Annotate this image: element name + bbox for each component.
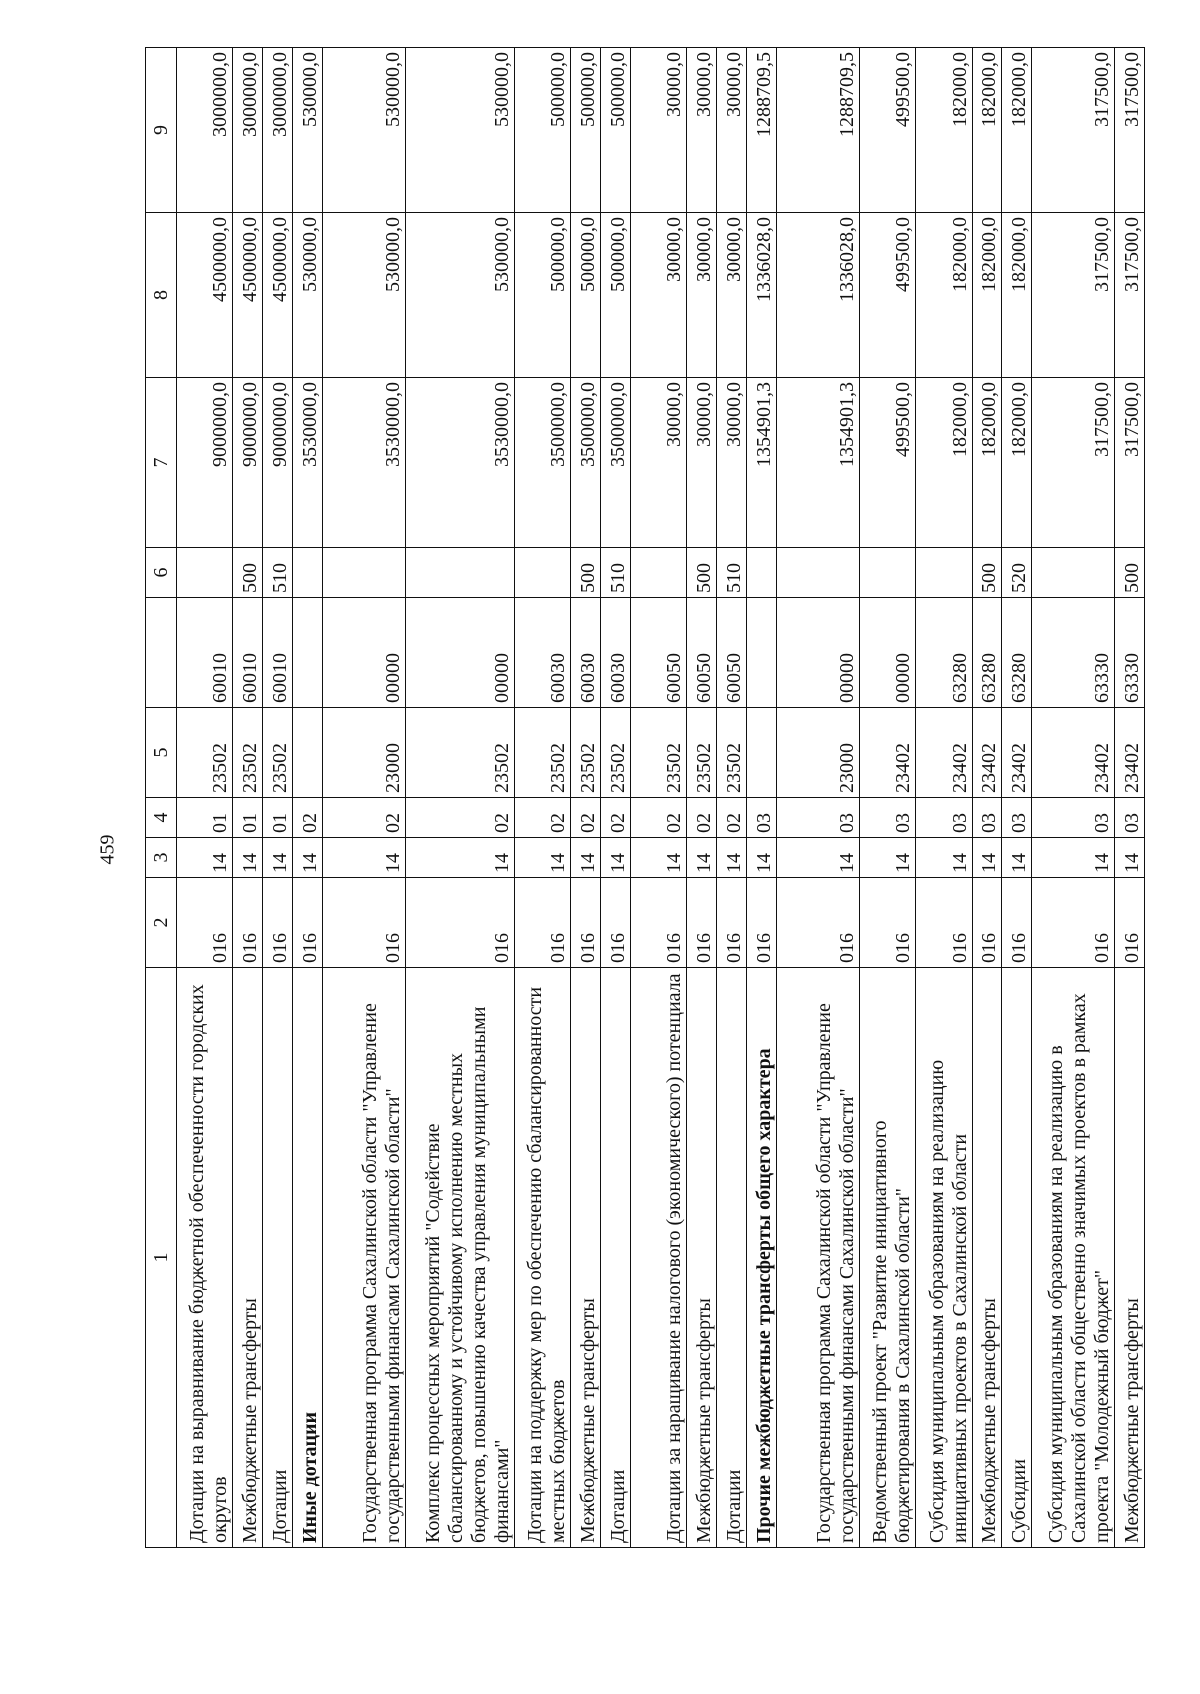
table-cell: 02 [687, 798, 717, 838]
row-label: Субсидии [1002, 968, 1032, 1548]
table-cell: 23000 [777, 708, 860, 798]
table-cell: 499500,0 [859, 213, 915, 378]
table-cell: 23502 [687, 708, 717, 798]
table-cell [293, 708, 323, 798]
table-cell: 30000,0 [717, 213, 747, 378]
table-cell: 016 [263, 878, 293, 968]
table-cell: 14 [514, 838, 570, 878]
table-cell: 182000,0 [1002, 213, 1032, 378]
column-header: 9 [146, 48, 177, 213]
table-cell: 14 [405, 838, 514, 878]
row-label: Межбюджетные трансферты [972, 968, 1002, 1548]
table-cell: 14 [631, 838, 687, 878]
table-cell: 03 [1032, 798, 1115, 838]
table-cell: 23502 [717, 708, 747, 798]
table-cell: 03 [859, 798, 915, 838]
table-cell: 182000,0 [972, 378, 1002, 548]
table-cell: 9000000,0 [177, 378, 233, 548]
column-header: 2 [146, 878, 177, 968]
table-cell: 530000,0 [405, 48, 514, 213]
table-cell: 510 [263, 548, 293, 598]
row-label: Государственная программа Сахалинской области "Управление государственными финансами Сахалинской области" [323, 968, 406, 1548]
table-cell: 23502 [514, 708, 570, 798]
table-cell: 1336028,0 [777, 213, 860, 378]
table-cell: 3530000,0 [323, 378, 406, 548]
table-cell: 016 [405, 878, 514, 968]
table-cell: 60010 [263, 598, 293, 708]
table-cell: 317500,0 [1115, 213, 1145, 378]
table-cell: 60010 [177, 598, 233, 708]
table-cell: 3000000,0 [233, 48, 263, 213]
table-cell: 317500,0 [1032, 48, 1115, 213]
table-cell: 00000 [777, 598, 860, 708]
table-row [1002, 48, 1032, 1548]
table-cell: 03 [747, 798, 777, 838]
table-cell: 016 [687, 878, 717, 968]
table-cell: 9000000,0 [263, 378, 293, 548]
table-cell: 530000,0 [293, 48, 323, 213]
table-cell: 317500,0 [1115, 378, 1145, 548]
table-cell: 14 [323, 838, 406, 878]
table-cell: 016 [571, 878, 601, 968]
table-cell: 499500,0 [859, 378, 915, 548]
table-cell: 02 [323, 798, 406, 838]
table-cell: 60030 [514, 598, 570, 708]
table-cell: 500 [972, 548, 1002, 598]
table-cell: 14 [972, 838, 1002, 878]
row-label: Иные дотации [293, 968, 323, 1548]
table-cell: 60030 [571, 598, 601, 708]
row-label: Дотации [601, 968, 631, 1548]
table-cell: 4500000,0 [177, 213, 233, 378]
table-cell: 3530000,0 [405, 378, 514, 548]
table-cell: 23502 [233, 708, 263, 798]
table-cell: 23502 [601, 708, 631, 798]
table-cell: 1336028,0 [747, 213, 777, 378]
row-label: Комплекс процессных мероприятий "Содействие сбалансированному и устойчивому исполнению местных бюджетов, повышению качества управления муниципальными финансами" [405, 968, 514, 1548]
table-cell: 3500000,0 [514, 378, 570, 548]
header-row [146, 48, 177, 1548]
column-header: 7 [146, 378, 177, 548]
table-cell: 500000,0 [514, 213, 570, 378]
table-cell: 3000000,0 [263, 48, 293, 213]
table-cell: 23502 [177, 708, 233, 798]
table-cell: 03 [916, 798, 972, 838]
table-cell: 23502 [263, 708, 293, 798]
table-cell: 14 [571, 838, 601, 878]
table-cell: 500000,0 [571, 213, 601, 378]
table-cell: 016 [323, 878, 406, 968]
table-cell: 23000 [323, 708, 406, 798]
row-label: Государственная программа Сахалинской области "Управление государственными финансами Сахалинской области" [777, 968, 860, 1548]
table-cell: 60010 [233, 598, 263, 708]
table-cell: 30000,0 [631, 213, 687, 378]
table-cell: 182000,0 [972, 213, 1002, 378]
table-cell: 00000 [859, 598, 915, 708]
table-cell: 14 [263, 838, 293, 878]
table-cell: 182000,0 [1002, 48, 1032, 213]
table-cell: 30000,0 [717, 48, 747, 213]
table-cell: 016 [177, 878, 233, 968]
table-cell: 30000,0 [687, 378, 717, 548]
table-cell: 02 [514, 798, 570, 838]
table-cell: 182000,0 [972, 48, 1002, 213]
column-header: 3 [146, 838, 177, 878]
table-cell: 500 [571, 548, 601, 598]
table-cell: 317500,0 [1032, 378, 1115, 548]
table-cell: 3500000,0 [571, 378, 601, 548]
column-header [146, 598, 177, 708]
table-row [1032, 48, 1115, 1548]
table-row [571, 48, 601, 1548]
table-cell: 02 [571, 798, 601, 838]
table-cell: 14 [687, 838, 717, 878]
table-cell [514, 548, 570, 598]
table-cell: 02 [631, 798, 687, 838]
table-cell: 182000,0 [916, 213, 972, 378]
table-cell: 14 [859, 838, 915, 878]
table-cell: 530000,0 [323, 48, 406, 213]
table-row [687, 48, 717, 1548]
table-cell: 016 [717, 878, 747, 968]
table-cell: 60050 [717, 598, 747, 708]
table-cell: 23502 [631, 708, 687, 798]
table-row [747, 48, 777, 1548]
table-cell: 016 [1115, 878, 1145, 968]
table-cell: 510 [601, 548, 631, 598]
table-cell: 500000,0 [571, 48, 601, 213]
table-cell: 016 [1002, 878, 1032, 968]
table-cell: 00000 [323, 598, 406, 708]
table-cell: 01 [233, 798, 263, 838]
table-cell: 499500,0 [859, 48, 915, 213]
table-cell: 30000,0 [631, 48, 687, 213]
row-label: Дотации [263, 968, 293, 1548]
table-row [631, 48, 687, 1548]
row-label: Дотации за наращивание налогового (экономического) потенциала [631, 968, 687, 1548]
table-cell [177, 548, 233, 598]
table-cell: 03 [777, 798, 860, 838]
table-cell: 500 [233, 548, 263, 598]
table-cell: 23402 [859, 708, 915, 798]
budget-table [145, 47, 1145, 1548]
table-cell: 23402 [1032, 708, 1115, 798]
table-row [514, 48, 570, 1548]
table-cell: 03 [1002, 798, 1032, 838]
table-cell: 1288709,5 [747, 48, 777, 213]
table-cell: 530000,0 [293, 213, 323, 378]
table-row [263, 48, 293, 1548]
table-cell: 510 [717, 548, 747, 598]
table-cell [631, 548, 687, 598]
column-header: 4 [146, 798, 177, 838]
table-cell: 03 [972, 798, 1002, 838]
table-cell [405, 548, 514, 598]
table-cell: 02 [405, 798, 514, 838]
table-cell [1032, 548, 1115, 598]
column-header: 8 [146, 213, 177, 378]
table-cell: 01 [263, 798, 293, 838]
table-cell: 3000000,0 [177, 48, 233, 213]
table-cell: 500 [1115, 548, 1145, 598]
table-cell: 500000,0 [514, 48, 570, 213]
table-cell: 60050 [631, 598, 687, 708]
row-label: Межбюджетные трансферты [687, 968, 717, 1548]
table-cell: 1354901,3 [777, 378, 860, 548]
table-cell: 016 [293, 878, 323, 968]
table-cell: 14 [747, 838, 777, 878]
table-cell: 23402 [916, 708, 972, 798]
table-cell: 016 [916, 878, 972, 968]
table-cell: 016 [747, 878, 777, 968]
table-cell: 14 [1032, 838, 1115, 878]
table-cell: 14 [1115, 838, 1145, 878]
table-cell: 016 [631, 878, 687, 968]
table-cell: 63330 [1115, 598, 1145, 708]
table-cell: 182000,0 [916, 378, 972, 548]
table-cell: 23402 [972, 708, 1002, 798]
table-cell [293, 548, 323, 598]
table-cell: 4500000,0 [233, 213, 263, 378]
table-cell: 500 [687, 548, 717, 598]
table-cell: 016 [233, 878, 263, 968]
table-cell: 016 [777, 878, 860, 968]
table-cell: 60050 [687, 598, 717, 708]
table-cell: 23502 [571, 708, 601, 798]
table-cell: 016 [514, 878, 570, 968]
table-cell: 182000,0 [1002, 378, 1032, 548]
table-cell: 30000,0 [717, 378, 747, 548]
table-cell: 4500000,0 [263, 213, 293, 378]
page-number: 459 [96, 834, 119, 865]
table-cell [916, 548, 972, 598]
table-cell: 14 [293, 838, 323, 878]
row-label: Ведомственный проект "Развитие инициативного бюджетирования в Сахалинской области" [859, 968, 915, 1548]
table-row [601, 48, 631, 1548]
table-cell: 14 [1002, 838, 1032, 878]
table-cell [859, 548, 915, 598]
table-cell: 02 [717, 798, 747, 838]
table-row [177, 48, 233, 1548]
table-cell: 02 [601, 798, 631, 838]
table-cell: 317500,0 [1032, 213, 1115, 378]
table-cell: 63280 [1002, 598, 1032, 708]
column-header: 6 [146, 548, 177, 598]
table-cell [747, 598, 777, 708]
table-row [916, 48, 972, 1548]
table-cell: 63330 [1032, 598, 1115, 708]
table-cell: 30000,0 [687, 48, 717, 213]
table-row [972, 48, 1002, 1548]
table-cell: 016 [972, 878, 1002, 968]
row-label: Субсидия муниципальным образованиям на реализацию инициативных проектов в Сахалинской области [916, 968, 972, 1548]
row-label: Межбюджетные трансферты [1115, 968, 1145, 1548]
row-label: Субсидия муниципальным образованиям на реализацию в Сахалинской области общественно значимых проектов в рамках проекта "Молодежный бюджет" [1032, 968, 1115, 1548]
row-label: Прочие межбюджетные трансферты общего характера [747, 968, 777, 1548]
table-row [1115, 48, 1145, 1548]
table-cell: 530000,0 [323, 213, 406, 378]
column-header: 5 [146, 708, 177, 798]
table-cell: 016 [859, 878, 915, 968]
table-cell: 23502 [405, 708, 514, 798]
table-cell: 3500000,0 [601, 378, 631, 548]
column-header: 1 [146, 968, 177, 1548]
table-cell: 03 [1115, 798, 1145, 838]
table-cell: 60030 [601, 598, 631, 708]
table-row [859, 48, 915, 1548]
table-cell: 182000,0 [916, 48, 972, 213]
table-cell: 14 [233, 838, 263, 878]
table-cell [323, 548, 406, 598]
table-cell: 30000,0 [687, 213, 717, 378]
table-cell: 500000,0 [601, 48, 631, 213]
table-row [717, 48, 747, 1548]
table-cell [293, 598, 323, 708]
row-label: Дотации на поддержку мер по обеспечению сбалансированности местных бюджетов [514, 968, 570, 1548]
table-cell: 016 [601, 878, 631, 968]
table-cell: 30000,0 [631, 378, 687, 548]
row-label: Межбюджетные трансферты [571, 968, 601, 1548]
table-cell: 23402 [1002, 708, 1032, 798]
table-cell: 520 [1002, 548, 1032, 598]
table-cell: 3530000,0 [293, 378, 323, 548]
table-cell: 016 [1032, 878, 1115, 968]
table-row [777, 48, 860, 1548]
table-row [233, 48, 263, 1548]
table-cell: 14 [177, 838, 233, 878]
table-cell: 1354901,3 [747, 378, 777, 548]
row-label: Межбюджетные трансферты [233, 968, 263, 1548]
table-cell: 1288709,5 [777, 48, 860, 213]
table-row [293, 48, 323, 1548]
table-cell: 14 [601, 838, 631, 878]
table-cell: 01 [177, 798, 233, 838]
table-cell: 9000000,0 [233, 378, 263, 548]
table-cell [747, 548, 777, 598]
table-row [405, 48, 514, 1548]
row-label: Дотации на выравнивание бюджетной обеспеченности городских округов [177, 968, 233, 1548]
table-cell: 63280 [916, 598, 972, 708]
table-cell: 530000,0 [405, 213, 514, 378]
table-cell: 14 [777, 838, 860, 878]
table-row [323, 48, 406, 1548]
table-cell: 14 [916, 838, 972, 878]
row-label: Дотации [717, 968, 747, 1548]
table-cell [777, 548, 860, 598]
table-cell: 317500,0 [1115, 48, 1145, 213]
table-cell: 63280 [972, 598, 1002, 708]
table-body [177, 48, 1145, 1548]
table-cell: 02 [293, 798, 323, 838]
table-cell: 00000 [405, 598, 514, 708]
rotated-table-container [145, 48, 1145, 1548]
table-cell: 500000,0 [601, 213, 631, 378]
table-cell: 23402 [1115, 708, 1145, 798]
table-cell: 14 [717, 838, 747, 878]
table-cell [747, 708, 777, 798]
